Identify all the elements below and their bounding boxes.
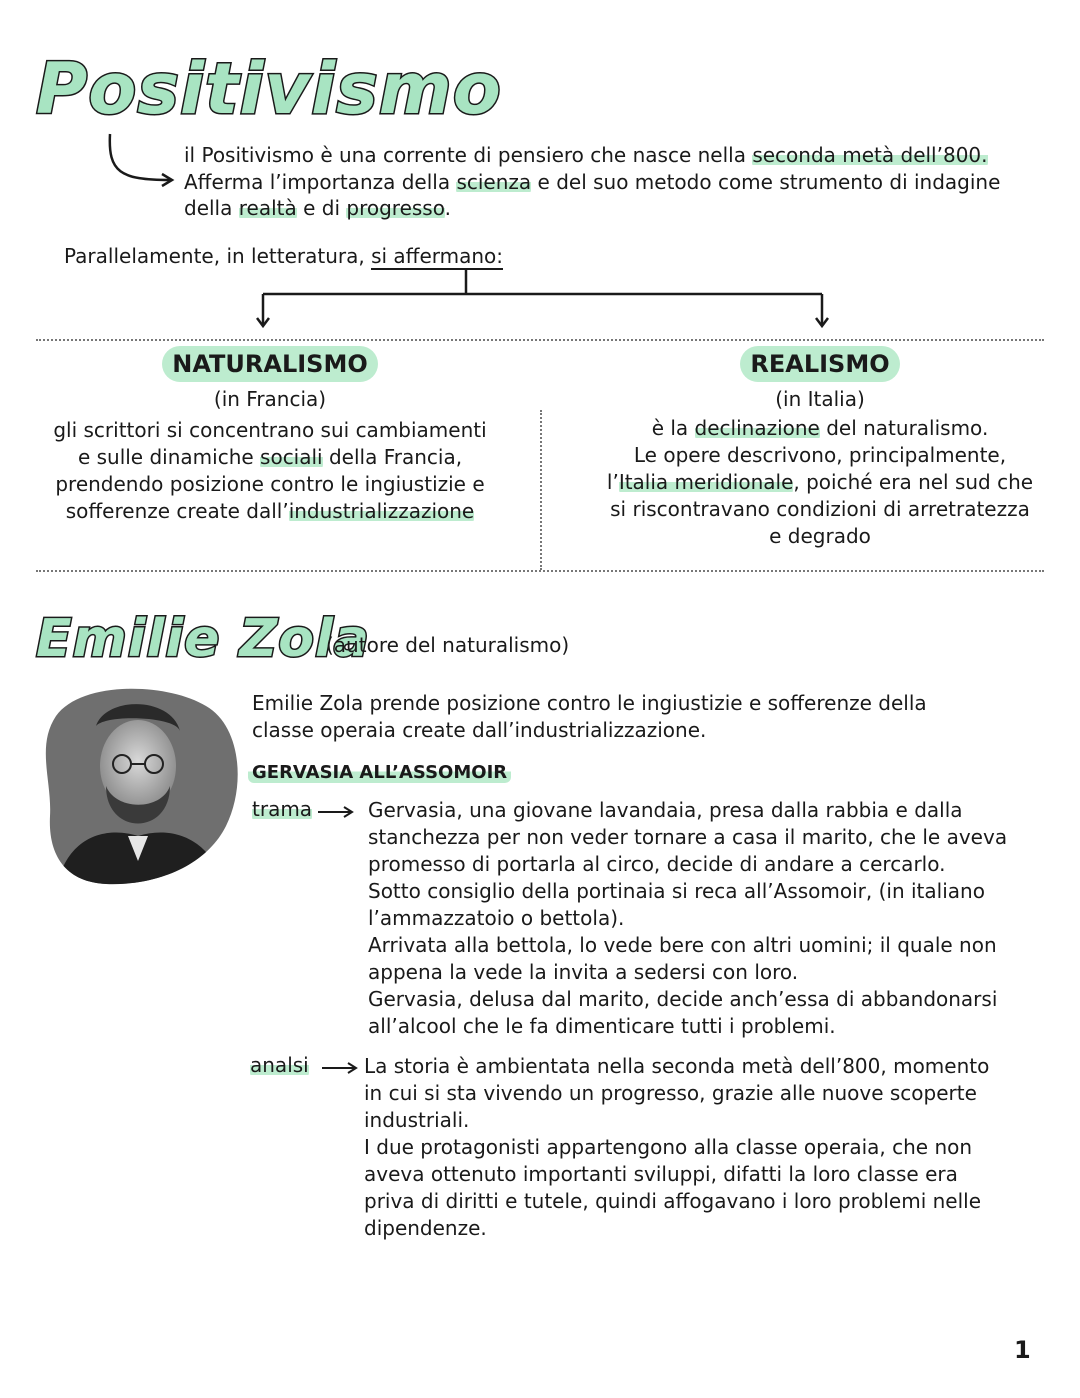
realismo-line: e degrado [769, 524, 871, 548]
realismo-heading: REALISMO [740, 346, 899, 382]
analisi-line: in cui si sta vivendo un progresso, grazie alle nuove scoperte [364, 1081, 977, 1105]
highlight-text: progresso [346, 196, 445, 220]
trama-line: promesso di portarla al circo, decide di andare a cercarlo. [368, 852, 946, 876]
analisi-line: dipendenze. [364, 1216, 487, 1240]
divider-bottom [36, 570, 1044, 572]
realismo-column [570, 350, 1070, 550]
highlight-text: sociali [260, 445, 323, 469]
work-title-wrap [248, 762, 511, 783]
analisi-line: I due protagonisti appartengono alla classe operaia, che non [364, 1135, 973, 1159]
realismo-body [570, 415, 1070, 550]
intro-text: . [444, 196, 451, 220]
parallel-underlined: si affermano: [371, 244, 504, 268]
trama-line: Arrivata alla bettola, lo vede bere con altri uomini; il quale non [368, 933, 997, 957]
naturalismo-line [30, 498, 510, 525]
naturalismo-line [30, 444, 510, 471]
trama-label: trama [252, 797, 313, 821]
page-title: Positivismo [36, 48, 502, 130]
zola-intro-line: Emilie Zola prende posizione contro le ingiustizie e sofferenze della [252, 691, 927, 715]
zola-subtitle: (autore del naturalismo) [326, 633, 570, 657]
arrow-right-icon [316, 804, 356, 820]
zola-intro-line: classe operaia create dall’industrializzazione. [252, 718, 707, 742]
naturalismo-place: (in Francia) [213, 387, 327, 411]
trama-line: all’alcool che le fa dimenticare tutti i problemi. [368, 1014, 836, 1038]
intro-text: e di [296, 196, 347, 220]
divider-top [36, 339, 1044, 341]
trama-line: Sotto consiglio della portinaia si reca all’Assomoir, (in italiano [368, 879, 985, 903]
trama-line: l’ammazzatoio o bettola). [368, 906, 625, 930]
parallel-line [64, 243, 503, 270]
trama-line: Gervasia, una giovane lavandaia, presa dalla rabbia e dalla [368, 798, 963, 822]
naturalismo-body [30, 417, 510, 525]
zola-title: Emilie Zola [36, 609, 370, 669]
curved-arrow-icon [100, 132, 180, 192]
realismo-text: è la [651, 416, 695, 440]
parallel-text: Parallelamente, in letteratura, [64, 244, 372, 268]
intro-paragraph [184, 142, 1064, 222]
arrow-right-icon [320, 1060, 360, 1076]
realismo-line [570, 469, 1070, 496]
realismo-line [570, 415, 1070, 442]
naturalismo-heading: NATURALISMO [162, 346, 378, 382]
trama-line: appena la vede la invita a sedersi con loro. [368, 960, 799, 984]
trama-label-row [252, 797, 312, 821]
realismo-text: l’ [606, 470, 619, 494]
analisi-line: aveva ottenuto importanti sviluppi, difatti la loro classe era [364, 1162, 958, 1186]
intro-text: e del suo metodo come strumento di indagine [531, 169, 1001, 194]
intro-line-3 [184, 195, 1064, 222]
intro-text: della [184, 196, 239, 220]
divider-vertical [540, 410, 542, 570]
analisi-line: priva di diritti e tutele, quindi affogavano i loro problemi nelle [364, 1189, 982, 1213]
naturalismo-line: gli scrittori si concentrano sui cambiamenti [53, 418, 487, 442]
portrait-photo [36, 686, 240, 890]
trama-text [368, 797, 1058, 1040]
highlight-text: realtà [238, 196, 297, 220]
highlight-text: scienza [456, 169, 532, 194]
intro-line-1 [184, 142, 1064, 169]
zola-intro [252, 690, 1052, 744]
highlight-text: industrializzazione [288, 499, 475, 523]
realismo-place: (in Italia) [775, 387, 865, 411]
naturalismo-text: e sulle dinamiche [77, 445, 261, 469]
analisi-text [364, 1053, 1054, 1242]
intro-line-2 [184, 169, 1064, 196]
naturalismo-column [30, 350, 510, 525]
intro-text: Afferma l’importanza della [184, 169, 457, 194]
analisi-label-row [250, 1053, 309, 1077]
analisi-label: analsi [250, 1053, 309, 1077]
page-number: 1 [1014, 1336, 1031, 1364]
trama-line: stanchezza per non veder tornare a casa il marito, che le aveva [368, 825, 1008, 849]
realismo-line: si riscontravano condizioni di arretratezza [610, 497, 1030, 521]
work-title: GERVASIA ALL’ASSOMOIR [248, 762, 511, 783]
intro-text: il Positivismo è una corrente di pensiero che nasce nella [184, 143, 753, 167]
naturalismo-text: sofferenze create dall’ [65, 499, 289, 523]
highlight-text: seconda metà dell’800. [752, 143, 988, 167]
naturalismo-line: prendendo posizione contro le ingiustizie e [55, 472, 485, 496]
naturalismo-text: della Francia, [322, 445, 463, 469]
realismo-text: del naturalismo. [819, 416, 989, 440]
branch-connector [250, 268, 850, 332]
analisi-line: La storia è ambientata nella seconda metà dell’800, momento [364, 1054, 990, 1078]
analisi-line: industriali. [364, 1108, 470, 1132]
highlight-text: Italia meridionale [618, 470, 794, 494]
trama-line: Gervasia, delusa dal marito, decide anch’essa di abbandonarsi [368, 987, 998, 1011]
realismo-text: , poiché era nel sud che [793, 470, 1034, 494]
highlight-text: declinazione [694, 416, 820, 440]
realismo-line: Le opere descrivono, principalmente, [633, 443, 1007, 467]
